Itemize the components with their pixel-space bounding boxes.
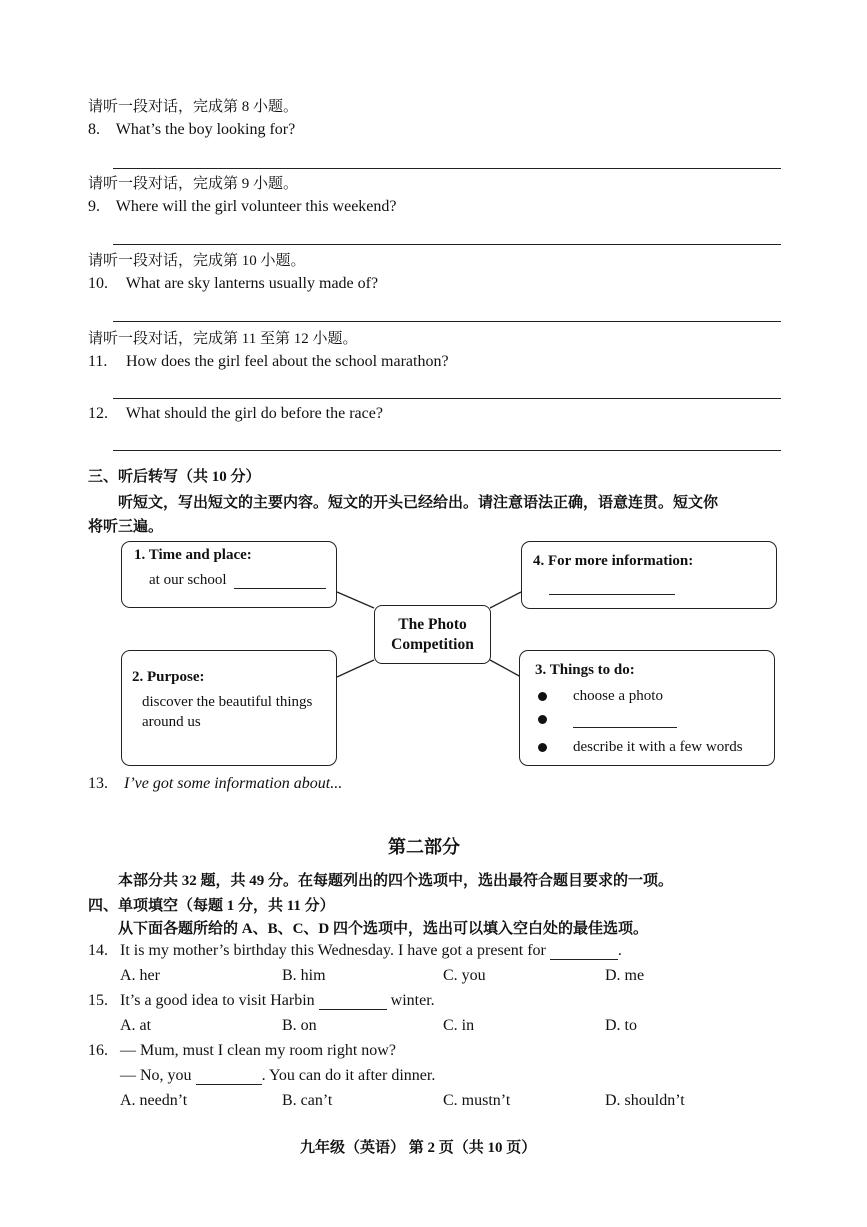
q9-intro: 请听一段对话，完成第 9 小题。 <box>88 176 299 192</box>
q16-stem <box>120 1067 435 1085</box>
part2-intro: 本部分共 32 题，共 49 分。在每题列出的四个选项中，选出最符合题目要求的一项。 <box>118 873 674 889</box>
q9-number: 9. <box>88 198 100 215</box>
q16-option-b[interactable]: B. can’t <box>282 1092 333 1109</box>
q10-text: What are sky lanterns usually made of? <box>125 275 379 292</box>
section3-heading: 三、听后转写（共 10 分） <box>88 469 261 485</box>
box3-blank[interactable] <box>573 713 677 728</box>
q15-option-d[interactable]: D. to <box>605 1017 637 1034</box>
q16-blank[interactable] <box>196 1070 262 1085</box>
q11-number: 11. <box>88 353 108 370</box>
q8-number: 8. <box>88 121 100 138</box>
box-things-to-do <box>519 650 775 766</box>
section4-instructions: 从下面各题所给的 A、B、C、D 四个选项中，选出可以填入空白处的最佳选项。 <box>118 921 649 937</box>
section3-instructions-line2: 将听三遍。 <box>88 519 164 535</box>
q15-option-b[interactable]: B. on <box>282 1017 317 1034</box>
box4-title: 4. For more information: <box>533 553 694 569</box>
center-box <box>374 605 491 664</box>
page-footer: 九年级（英语） 第 2 页（共 10 页） <box>300 1140 537 1156</box>
q11-intro: 请听一段对话，完成第 11 至第 12 小题。 <box>88 331 358 347</box>
q14-stem-text: It is my mother’s birthday this Wednesday. I have got a present for <box>120 942 546 959</box>
bullet-icon <box>538 715 547 724</box>
q11-text: How does the girl feel about the school marathon? <box>126 353 449 370</box>
box3-item3 <box>538 739 743 756</box>
q14-stem-end: . <box>617 942 622 959</box>
box3-item3-text: describe it with a few words <box>573 739 743 755</box>
q15-number: 15. <box>88 992 108 1009</box>
q14-stem <box>88 942 622 960</box>
box4-blank[interactable] <box>549 580 675 595</box>
q15-stem <box>88 992 435 1010</box>
q8-intro: 请听一段对话，完成第 8 小题。 <box>88 99 299 115</box>
q15-option-a[interactable]: A. at <box>120 1017 152 1034</box>
q15-option-c[interactable]: C. in <box>443 1017 475 1034</box>
box2-title: 2. Purpose: <box>132 669 205 685</box>
q16-number: 16. <box>88 1042 108 1059</box>
q14-option-d[interactable]: D. me <box>605 967 645 984</box>
q16-option-a[interactable]: A. needn’t <box>120 1092 188 1109</box>
center-title-line2: Competition <box>391 636 474 653</box>
q13-question <box>88 775 342 793</box>
q14-option-a[interactable]: A. her <box>120 967 160 984</box>
box3-item2 <box>538 711 677 728</box>
box1-blank[interactable] <box>234 588 326 589</box>
q14-number: 14. <box>88 942 108 959</box>
q15-stem-text: It’s a good idea to visit Harbin <box>120 992 315 1009</box>
box-purpose <box>121 650 337 766</box>
q14-option-b[interactable]: B. him <box>282 967 326 984</box>
q16-stem-end: . You can do it after dinner. <box>261 1067 436 1084</box>
bullet-icon <box>538 692 547 701</box>
box3-title: 3. Things to do: <box>535 662 635 678</box>
q16-option-d[interactable]: D. shouldn’t <box>605 1092 685 1109</box>
q16-line1 <box>88 1042 396 1060</box>
q9-text: Where will the girl volunteer this weekend? <box>115 198 397 215</box>
q12-text: What should the girl do before the race? <box>125 405 383 422</box>
box2-line1: discover the beautiful things <box>142 694 313 710</box>
q14-option-c[interactable]: C. you <box>443 967 486 984</box>
part2-title: 第二部分 <box>388 837 460 857</box>
q15-blank[interactable] <box>319 995 387 1010</box>
q14-blank[interactable] <box>550 945 618 960</box>
box-more-information <box>521 541 777 609</box>
box2-line2: around us <box>142 714 201 730</box>
bullet-icon <box>538 743 547 752</box>
box1-text <box>149 572 326 589</box>
box3-item1 <box>538 688 663 705</box>
q8-text: What’s the boy looking for? <box>115 121 296 138</box>
section4-heading: 四、单项填空（每题 1 分，共 11 分） <box>88 898 335 914</box>
q16-option-c[interactable]: C. mustn’t <box>443 1092 511 1109</box>
q10-intro: 请听一段对话，完成第 10 小题。 <box>88 253 306 269</box>
q12-number: 12. <box>88 405 108 422</box>
q13-number: 13. <box>88 775 108 792</box>
q13-text: I’ve got some information about... <box>124 775 343 792</box>
center-title-line1: The Photo <box>398 616 467 633</box>
q15-stem-end: winter. <box>390 992 435 1009</box>
box3-item1-text: choose a photo <box>573 688 663 704</box>
q16-stem-text: — No, you <box>120 1067 192 1084</box>
section3-instructions-line1: 听短文，写出短文的主要内容。短文的开头已经给出。请注意语法正确，语意连贯。短文你 <box>118 495 719 511</box>
box1-text-value: at our school <box>149 572 227 588</box>
q10-number: 10. <box>88 275 108 292</box>
box-time-and-place <box>121 541 337 608</box>
box1-title: 1. Time and place: <box>134 547 252 563</box>
q16-line1-text: — Mum, must I clean my room right now? <box>120 1042 396 1059</box>
